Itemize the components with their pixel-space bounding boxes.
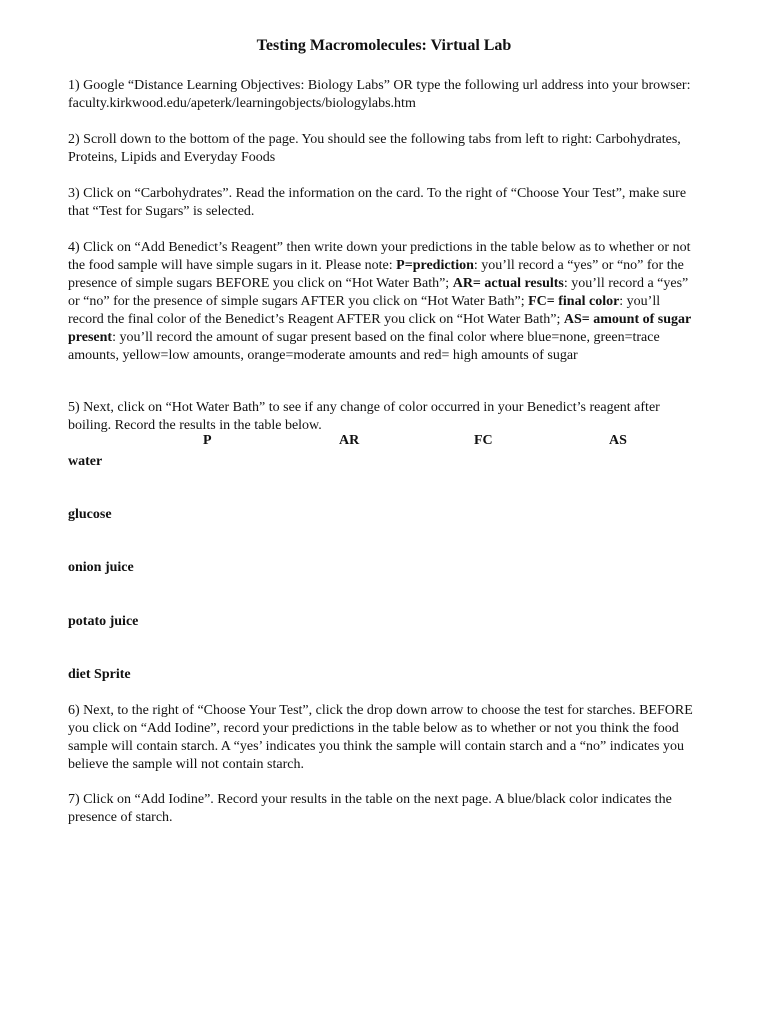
table-header-as: AS <box>609 433 627 448</box>
table-row-label: glucose <box>68 507 112 522</box>
table-row-label: potato juice <box>68 614 139 629</box>
term-actual-results-text: : you’ll record a “yes” or “no” for the presence of simple sugars AFTER you click on “Hot Water Bath”; <box>68 276 689 309</box>
step-3: 3) Click on “Carbohydrates”. Read the information on the card. To the right of “Choose Your Test”, make sure that “Test for Sugars” is selected. <box>68 186 687 219</box>
table-row-label: water <box>68 454 103 469</box>
step-2: 2) Scroll down to the bottom of the page. You should see the following tabs from left to right: Carbohydrates, Proteins, Lipids and Everyday Foods <box>68 132 681 165</box>
table-row-label: onion juice <box>68 560 134 575</box>
table-header-p: P <box>203 433 212 448</box>
step-7: 7) Click on “Add Iodine”. Record your results in the table on the next page. A blue/black color indicates the presence of starch. <box>68 792 672 825</box>
step-1: 1) Google “Distance Learning Objectives: Biology Labs” OR type the following url address into your browser: faculty.kirkwood.edu/apeterk/learningobjects/biologylabs.htm <box>68 78 691 111</box>
term-final-color-text: : you’ll record the final color of the Benedict’s Reagent AFTER you click on “Hot Water Bath”; <box>68 294 661 327</box>
term-prediction: P=prediction <box>396 258 474 273</box>
term-actual-results: AR= actual results <box>452 276 564 291</box>
step-4-intro: 4) Click on “Add Benedict’s Reagent” then write down your predictions in the table below as to whether or not the food sample will have simple sugars in it. Please note: <box>68 240 691 273</box>
table-header-ar: AR <box>339 433 360 448</box>
term-amount-sugar-text: : you’ll record the amount of sugar present based on the final color where blue=none, green=trace amounts, yellow=low amounts, orange=moderate amounts and red= high amounts of sugar <box>68 330 660 363</box>
term-final-color: FC= final color <box>528 294 620 309</box>
step-6: 6) Next, to the right of “Choose Your Test”, click the drop down arrow to choose the test for starches. BEFORE you click on “Add Iodine”, record your predictions in the table below as to whether or not you think the food sample will contain starch. A “yes’ indicates you think the sample will contain starch and a “no” indicates you believe the sample will not contain starch. <box>68 703 693 772</box>
document-title: Testing Macromolecules: Virtual Lab <box>256 37 512 54</box>
table-row-label: diet Sprite <box>68 667 131 682</box>
step-5: 5) Next, click on “Hot Water Bath” to see if any change of color occurred in your Benedict’s reagent after boiling. Record the results in the table below. <box>68 400 660 433</box>
step-4 <box>68 239 698 365</box>
term-prediction-text: : you’ll record a “yes” or “no” for the presence of simple sugars BEFORE you click on “Hot Water Bath”; <box>68 258 684 291</box>
table-header-fc: FC <box>474 433 493 448</box>
term-amount-sugar: AS= amount of sugar present <box>68 312 691 345</box>
